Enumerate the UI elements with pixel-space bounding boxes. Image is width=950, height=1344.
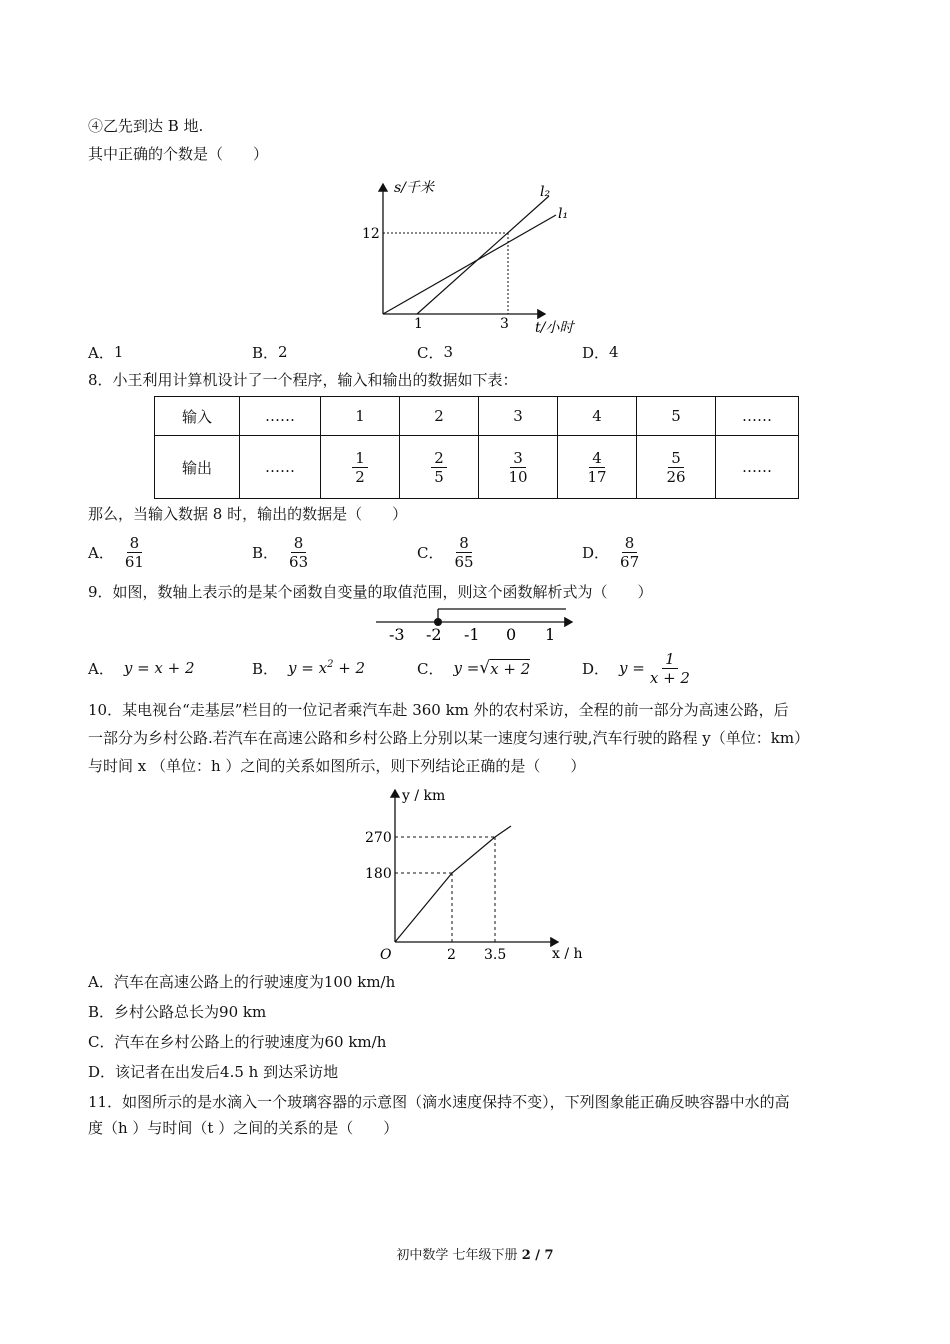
option-c[interactable]: C． $\frac{8}{65}$ <box>417 533 474 571</box>
output-cell: $\frac{2}{5}$ <box>400 436 479 499</box>
output-cell: $\frac{4}{17}$ <box>558 436 637 499</box>
input-cell: 1 <box>321 397 400 436</box>
item-4-text: ④乙先到达 B 地. <box>88 117 204 135</box>
option-b[interactable]: B． $\frac{8}{63}$ <box>252 533 309 571</box>
tick-label: -2 <box>426 625 442 644</box>
option-d[interactable]: D．该记者在出发后4.5 h 到达采访地 <box>88 1063 339 1081</box>
y-axis-label: y / km <box>402 788 446 804</box>
page-number: 2 / 7 <box>521 1248 554 1263</box>
option-a[interactable]: A．汽车在高速公路上的行驶速度为100 km/h <box>88 973 396 991</box>
tick-label: -3 <box>389 625 405 644</box>
row-header-output: 输出 <box>155 436 240 499</box>
question-7-options <box>88 330 888 374</box>
question-9-stem: 9．如图，数轴上表示的是某个函数自变量的取值范围，则这个函数解析式为（ ） <box>88 583 653 601</box>
y-tick-12: 12 <box>362 226 380 242</box>
option-c[interactable]: C． y = √ x + 2 <box>417 658 531 678</box>
ellipsis-cell: …… <box>716 397 799 436</box>
ellipsis-cell: …… <box>240 397 321 436</box>
question-9-options <box>88 646 888 690</box>
number-line <box>376 604 576 644</box>
question-8-follow: 那么，当输入数据 8 时，输出的数据是（ ） <box>88 505 408 523</box>
sqrt-sign: √ <box>479 658 491 678</box>
option-a[interactable]: A． y = x + 2 <box>88 659 195 678</box>
option-a[interactable]: A． $\frac{8}{61}$ <box>88 533 144 571</box>
ellipsis-cell: …… <box>716 436 799 499</box>
distance-time-graph <box>350 176 600 336</box>
question-10-line-1: 10．某电视台“走基层”栏目的一位记者乘汽车赴 360 km 外的农村采访，全程的前一部分为高速公路，后 <box>88 701 789 719</box>
output-cell: $\frac{3}{10}$ <box>479 436 558 499</box>
question-8-stem: 8．小王利用计算机设计了一个程序，输入和输出的数据如下表： <box>88 371 518 389</box>
option-c[interactable]: C．汽车在乡村公路上的行驶速度为60 km/h <box>88 1033 387 1051</box>
y-tick-180: 180 <box>365 866 392 882</box>
x-tick-1: 1 <box>414 316 423 332</box>
question-10-line-2: 一部分为乡村公路.若汽车在高速公路和乡村公路上分别以某一速度匀速行驶,汽车行驶的路程 y（单位：km） <box>88 729 810 747</box>
output-cell: $\frac{5}{26}$ <box>637 436 716 499</box>
output-cell: $\frac{1}{2}$ <box>321 436 400 499</box>
option-d[interactable]: D． y = $\frac{1}{x + 2}$ <box>582 649 690 687</box>
y-tick-270: 270 <box>365 830 392 846</box>
input-cell: 5 <box>637 397 716 436</box>
question-10-line-3: 与时间 x （单位：h ）之间的关系如图所示，则下列结论正确的是（ ） <box>88 757 586 775</box>
option-b[interactable]: B． 2 <box>252 343 288 362</box>
option-a[interactable]: A． 1 <box>88 343 124 362</box>
line-l2-label: l₂ <box>540 184 551 200</box>
x-tick-2: 2 <box>447 947 456 963</box>
x-tick-3: 3 <box>500 316 509 332</box>
input-output-table <box>154 396 799 499</box>
row-header-input: 输入 <box>155 397 240 436</box>
tick-label: 1 <box>545 625 556 644</box>
input-cell: 2 <box>400 397 479 436</box>
x-axis-label: t/小时 <box>535 320 574 336</box>
option-c[interactable]: C． 3 <box>417 343 454 362</box>
x-tick-35: 3.5 <box>484 947 507 963</box>
tick-label: 0 <box>506 625 517 644</box>
question-8-options <box>88 530 888 574</box>
option-b[interactable]: B．乡村公路总长为90 km <box>88 1003 267 1021</box>
x-axis-label: x / h <box>552 946 583 962</box>
y-axis-label: s/千米 <box>394 180 434 196</box>
line-l1-label: l₁ <box>558 206 569 222</box>
tick-label: -1 <box>464 625 480 644</box>
question-7-prompt: 其中正确的个数是（ ） <box>88 145 269 163</box>
ellipsis-cell: …… <box>240 436 321 499</box>
option-d[interactable]: D． $\frac{8}{67}$ <box>582 533 640 571</box>
option-b[interactable]: B． $y = x^2 + 2$ <box>252 659 366 678</box>
line-l2 <box>417 196 549 314</box>
question-11-line-1: 11．如图所示的是水滴入一个玻璃容器的示意图（滴水速度保持不变），下列图象能正确反映容器中水的高 <box>88 1093 790 1111</box>
input-cell: 4 <box>558 397 637 436</box>
distance-time-graph-2 <box>360 784 600 966</box>
input-cell: 3 <box>479 397 558 436</box>
page-footer <box>0 1244 950 1263</box>
footer-text: 初中数学 七年级下册 <box>396 1248 522 1263</box>
origin-label: O <box>380 947 392 963</box>
option-d[interactable]: D． 4 <box>582 343 619 362</box>
trip-line <box>395 826 511 942</box>
question-11-line-2: 度（h ）与时间（t ）之间的关系的是（ ） <box>88 1119 399 1137</box>
line-l1 <box>383 215 556 314</box>
